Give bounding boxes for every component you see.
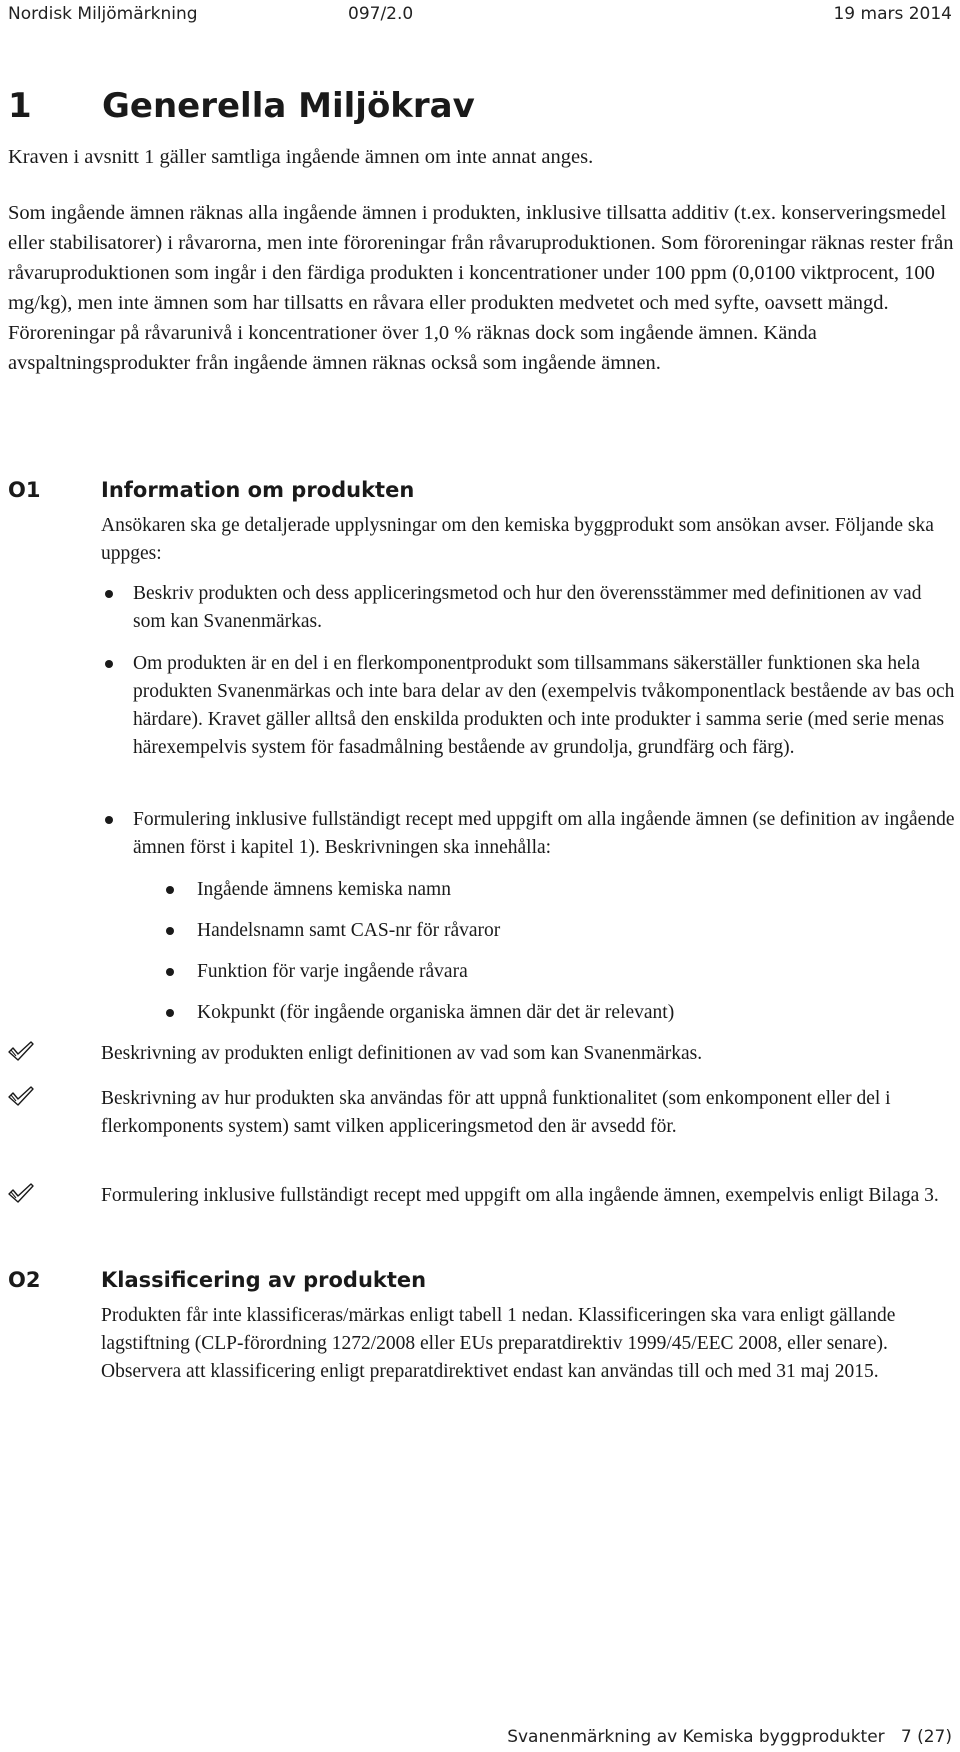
requirement-title: Klassificering av produkten — [101, 1268, 427, 1292]
bullet-icon — [105, 816, 113, 824]
page-header — [8, 0, 952, 28]
chapter-title: Generella Miljökrav — [102, 86, 475, 126]
o1-bullet-list — [101, 806, 956, 862]
header-document-number: 097/2.0 — [348, 4, 414, 24]
bullet-icon — [166, 886, 174, 894]
pencil-checkmark-icon — [8, 1041, 34, 1063]
o1-bullet-list — [101, 650, 956, 762]
requirement-code: O2 — [8, 1268, 41, 1292]
bullet-icon — [105, 590, 113, 598]
list-item: Handelsnamn samt CAS-nr för råvaror — [165, 917, 955, 945]
o1-bullet-list — [101, 580, 956, 636]
check-text: Beskrivning av hur produkten ska användas för att uppnå funktionalitet (som enkomponent eller del i flerkomponents system) samt vilken appliceringsmetod den är avsedd för. — [101, 1088, 891, 1137]
pencil-checkmark-icon — [8, 1183, 34, 1205]
list-item: Formulering inklusive fullständigt recept med uppgift om alla ingående ämnen (se definition av ingående ämnen först i kapitel 1). Beskrivningen ska innehålla: — [101, 806, 956, 862]
requirement-title: Information om produkten — [101, 478, 415, 502]
bullet-icon — [166, 1009, 174, 1017]
list-item: Funktion för varje ingående råvara — [165, 958, 955, 986]
pencil-checkmark-icon — [8, 1086, 34, 1108]
intro-paragraph-1: Kraven i avsnitt 1 gäller samtliga ingående ämnen om inte annat anges. — [8, 146, 594, 168]
check-text: Formulering inklusive fullständigt recept med uppgift om alla ingående ämnen, exempelvis enligt Bilaga 3. — [101, 1185, 939, 1206]
chapter-heading — [8, 86, 475, 126]
chapter-number: 1 — [8, 86, 32, 126]
bullet-icon — [166, 968, 174, 976]
list-item: Om produkten är en del i en flerkomponentprodukt som tillsammans säkerställer funktionen ska hela produkten Svanenmärkas och inte bara delar av den (exempelvis tvåkomponentlack bestående av bas och härdare). Kravet gäller alltså den enskilda produkten och inte produkter i samma serie (med serie menas härexempelvis system för fasadmålning bestående av grundolja, grundfärg och färg). — [101, 650, 956, 762]
check-text: Beskrivning av produkten enligt definitionen av vad som kan Svanenmärkas. — [101, 1043, 703, 1064]
list-item: Ingående ämnens kemiska namn — [165, 876, 955, 904]
header-organization: Nordisk Miljömärkning — [8, 4, 198, 24]
bullet-icon — [166, 927, 174, 935]
o1-sub-bullet-list — [165, 876, 955, 1027]
o2-text: Produkten får inte klassificeras/märkas enligt tabell 1 nedan. Klassificeringen ska vara enligt gällande lagstiftning (CLP-förordning 1272/2008 eller EUs preparatdirektiv 1999/45/EEC 2008, eller senare). Observera att klassificering enligt preparatdirektivet endast kan användas till och med 31 maj 2015. — [101, 1305, 896, 1382]
requirement-code: O1 — [8, 478, 41, 502]
page-footer: Svanenmärkning av Kemiska byggprodukter 7 (27) — [507, 1727, 952, 1747]
list-item: Kokpunkt (för ingående organiska ämnen där det är relevant) — [165, 999, 955, 1027]
bullet-icon — [105, 660, 113, 668]
list-item: Beskriv produkten och dess appliceringsmetod och hur den överensstämmer med definitionen av vad som kan Svanenmärkas. — [101, 580, 956, 636]
o1-intro: Ansökaren ska ge detaljerade upplysningar om den kemiska byggprodukt som ansökan avser. Följande ska uppges: — [101, 515, 934, 564]
intro-paragraph-2: Som ingående ämnen räknas alla ingående ämnen i produkten, inklusive tillsatta additiv (t.ex. konserveringsmedel eller stabilisatorer) i råvarorna, men inte föroreningar från råvaruproduktionen. Som föroreningar räknas rester från råvaruproduktionen som ingår i den färdiga produkten i koncentrationer under 100 ppm (0,0100 viktprocent, 100 mg/kg), men inte ämnen som har tillsatts en råvara eller produkten medvetet och med syfte, oavsett mängd. Föroreningar på råvarunivå i koncentrationer över 1,0 % räknas dock som ingående ämnen. Kända avspaltningsprodukter från ingående ämnen räknas också som ingående ämnen. — [8, 202, 954, 374]
header-date: 19 mars 2014 — [833, 4, 952, 24]
